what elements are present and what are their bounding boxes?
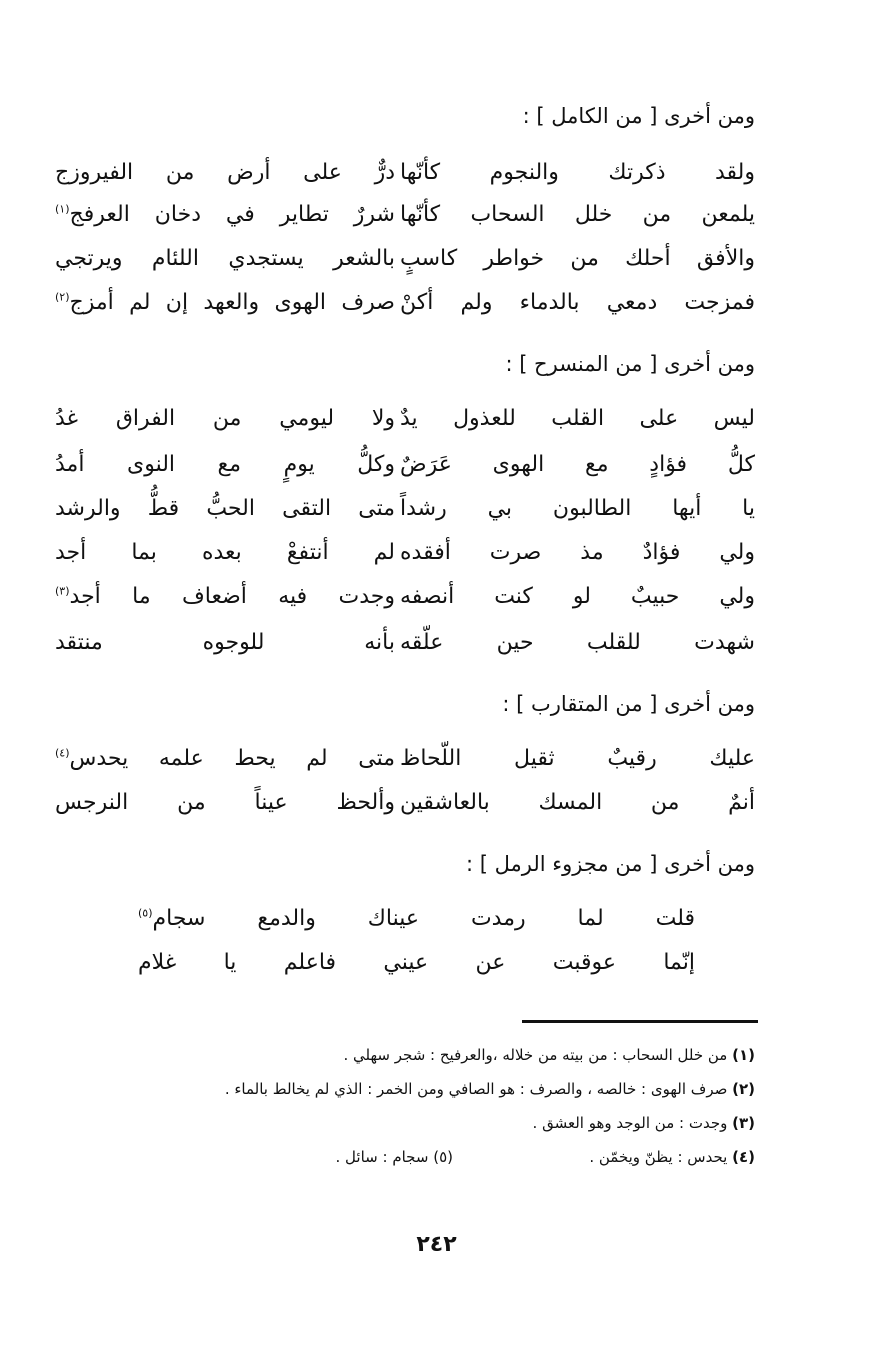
verse-line [55, 496, 755, 540]
verse-first-hemistich: ولي حبيبٌ لو كنت أنصفه [400, 584, 755, 609]
verse-second-hemistich [55, 746, 395, 771]
verse-text: قلت لما رمدت عيناك والدمع سجام [152, 906, 695, 931]
verse-first-hemistich: كلُّ فؤادٍ مع الهوى عَرَضٌ [400, 452, 755, 477]
verse-text: شررٌ تطاير في دخان العرفج [69, 202, 395, 227]
verse-second-hemistich: لم أنتفعْ بعده بما أجد [55, 540, 395, 565]
verse-text: متى لم يحط علمه يحدس [69, 746, 395, 771]
verse-line [55, 790, 755, 834]
footnote-number: (٥) [433, 1148, 453, 1166]
poem-intro: ومن أخرى [ من المنسرح ] : [505, 352, 755, 376]
footnote-number: (٤) [732, 1148, 755, 1166]
footnote-ref: (٥) [138, 906, 153, 920]
footnote [336, 1148, 453, 1166]
verse-line [55, 202, 755, 246]
footnote-text: صرف الهوى : خالصه ، والصرف : هو الصافي ومن الخمر : الذي لم يخالط بالماء . [224, 1080, 728, 1098]
footnote-text: وجدت : من الوجد وهو العشق . [532, 1114, 728, 1132]
verse-second-hemistich: بأنه للوجوه منتقد [55, 630, 395, 655]
footnote [533, 1114, 755, 1132]
verse-line-single [138, 906, 695, 950]
footnote-ref: (٢) [55, 290, 70, 304]
verse-first-hemistich: شهدت للقلب حين علّقه [400, 630, 755, 655]
verse-first-hemistich: فمزجت دمعي بالدماء ولم أكنْ [400, 290, 755, 315]
verse-second-hemistich [55, 584, 395, 609]
poem-intro: ومن أخرى [ من الكامل ] : [522, 104, 755, 128]
verse-first-hemistich: ليس على القلب للعذول يدٌ [400, 406, 755, 431]
verse-line [55, 290, 755, 334]
footnote-number: (١) [732, 1046, 755, 1064]
verse-second-hemistich [55, 290, 395, 315]
verse-line [55, 406, 755, 450]
footnote-separator [522, 1020, 758, 1023]
verse-line-single: إنّما عوقبت عن عيني فاعلم يا غلام [138, 950, 695, 975]
footnote-text: من خلل السحاب : من بيته من خلاله ،والعرفيح : شجر سهلي . [343, 1046, 728, 1064]
footnote-number: (٣) [732, 1114, 755, 1132]
verse-second-hemistich: متى التقى الحبُّ قطُّ والرشد [55, 496, 395, 521]
verse-second-hemistich: بالشعر يستجدي اللئام ويرتجي [55, 246, 395, 271]
verse-second-hemistich: وكلُّ يومٍ مع النوى أمدُ [55, 452, 395, 477]
footnote-text: يحدس : يظنّ ويخمّن . [589, 1148, 728, 1166]
page-number: ٢٤٢ [416, 1232, 457, 1257]
verse-first-hemistich: يا أيها الطالبون بي رشداً [400, 496, 755, 521]
verse-second-hemistich: وألحظ عيناً من النرجس [55, 790, 395, 815]
verse-text: صرف الهوى والعهد إن لم أمزج [69, 290, 395, 315]
verse-second-hemistich [55, 202, 395, 227]
footnote-text: سجام : سائل . [335, 1148, 429, 1166]
verse-text: وجدت فيه أضعاف ما أجد [69, 584, 395, 609]
footnote-ref: (١) [55, 202, 70, 216]
footnote [589, 1148, 755, 1166]
verse-first-hemistich: ولي فؤادٌ مذ صرت أفقده [400, 540, 755, 565]
footnote [225, 1080, 755, 1098]
verse-line [55, 746, 755, 790]
poem-intro: ومن أخرى [ من المتقارب ] : [502, 692, 755, 716]
verse-line [55, 160, 755, 204]
footnote [344, 1046, 756, 1064]
verse-second-hemistich: ولا ليومي من الفراق غدُ [55, 406, 395, 431]
footnote-ref: (٤) [55, 746, 70, 760]
verse-first-hemistich: أنمٌ من المسك بالعاشقين [400, 790, 755, 815]
verse-first-hemistich: عليك رقيبٌ ثقيل اللّحاظ [400, 746, 755, 771]
verse-line [55, 246, 755, 290]
verse-first-hemistich: ولقد ذكرتك والنجوم كأنّها [400, 160, 755, 185]
verse-first-hemistich: يلمعن من خلل السحاب كأنّها [400, 202, 755, 227]
verse-second-hemistich: درٌّ على أرض من الفيروزج [55, 160, 395, 185]
verse-line [55, 452, 755, 496]
footnote-ref: (٣) [55, 584, 70, 598]
footnote-number: (٢) [732, 1080, 755, 1098]
verse-line [55, 584, 755, 628]
verse-line [55, 540, 755, 584]
poem-intro: ومن أخرى [ من مجزوء الرمل ] : [465, 852, 755, 876]
verse-first-hemistich: والأفق أحلك من خواطر كاسبٍ [400, 246, 755, 271]
verse-line [55, 630, 755, 674]
